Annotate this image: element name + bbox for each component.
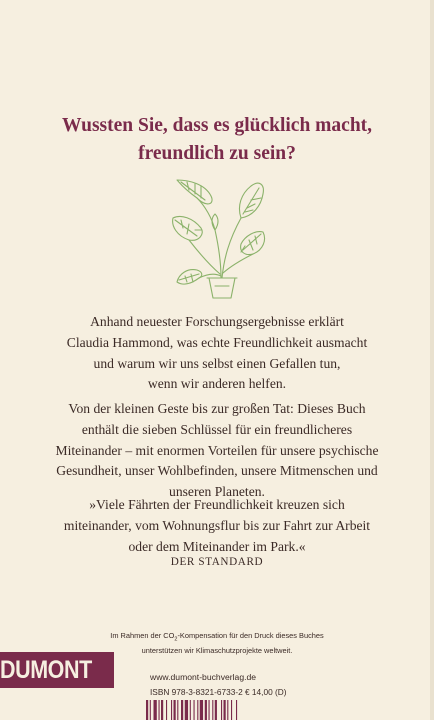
quote-line: »Viele Fährten der Freundlichkeit kreuzen sich — [89, 497, 345, 512]
quote-line: oder dem Miteinander im Park.« — [128, 538, 306, 554]
barcode-bar — [212, 700, 213, 720]
publisher-logo: DUMONT — [0, 656, 92, 684]
co2-suffix: -Kompensation für den Druck dieses Buches — [177, 631, 324, 640]
description-paragraph-2 — [0, 399, 434, 503]
barcode-bar — [221, 700, 222, 720]
co2-subscript: 2 — [174, 636, 178, 643]
barcode-bar — [171, 700, 172, 720]
text-line: Von der kleinen Geste bis zur großen Tat: Dieses Buch — [68, 401, 366, 416]
barcode-bar — [236, 700, 237, 720]
text-line: und warum wir uns selbst einen Gefallen tun, — [93, 355, 341, 371]
headline-line-1: Wussten Sie, dass es glücklich macht, — [61, 115, 373, 136]
text-line: enthält die sieben Schlüssel für ein freundlicheres — [81, 421, 353, 437]
co2-notice-line-2: unterstützen wir Klimaschutzprojekte weltweit. — [141, 646, 293, 656]
headline — [0, 112, 434, 168]
plant-illustration — [171, 178, 267, 302]
barcode-bar — [215, 700, 217, 720]
barcode-bar — [181, 700, 183, 720]
barcode-bar — [146, 700, 148, 720]
text-line: Miteinander – mit enormen Vorteilen für unsere psychische — [55, 442, 379, 458]
headline-line-2: freundlich zu sein? — [138, 143, 296, 164]
text-line: wenn wir anderen helfen. — [147, 376, 287, 392]
barcode-bar — [154, 700, 157, 720]
barcode-icon — [146, 700, 276, 720]
co2-notice-line-1 — [0, 630, 434, 645]
text-line: Gesundheit, unser Wohlbefinden, unsere Mitmenschen und — [56, 463, 378, 479]
barcode-bar — [231, 700, 232, 720]
isbn-price: ISBN 978-3-8321-6733-2 € 14,00 (D) — [150, 687, 287, 697]
barcode-bar — [190, 700, 191, 720]
barcode-bar — [224, 700, 226, 720]
barcode-bar — [161, 700, 163, 720]
text-line: Anhand neuester Forschungsergebnisse erklärt — [90, 314, 344, 329]
barcode-bar — [159, 700, 160, 720]
text-line: unseren Planeten. — [169, 484, 265, 500]
text-line: Claudia Hammond, was echte Freundlichkeit ausmacht — [66, 334, 368, 350]
barcode-bar — [194, 700, 195, 720]
barcode-bar — [197, 700, 198, 720]
barcode-bar — [174, 700, 176, 720]
barcode-bar — [166, 700, 167, 720]
barcode-bar — [205, 700, 207, 720]
barcode-bar — [177, 700, 178, 720]
publisher-website: www.dumont-buchverlag.de — [150, 672, 257, 682]
quote-line: miteinander, vom Wohnungsflur bis zur Fahrt zur Arbeit — [63, 517, 371, 533]
quote-source: DER STANDARD — [170, 556, 264, 568]
barcode-bar — [227, 700, 228, 720]
barcode-bar — [150, 700, 151, 720]
barcode-bar — [200, 700, 203, 720]
barcode-bar — [185, 700, 188, 720]
press-quote — [0, 495, 434, 557]
description-paragraph-1 — [0, 312, 434, 395]
co2-prefix: Im Rahmen der CO — [110, 631, 175, 640]
barcode-bar — [209, 700, 210, 720]
